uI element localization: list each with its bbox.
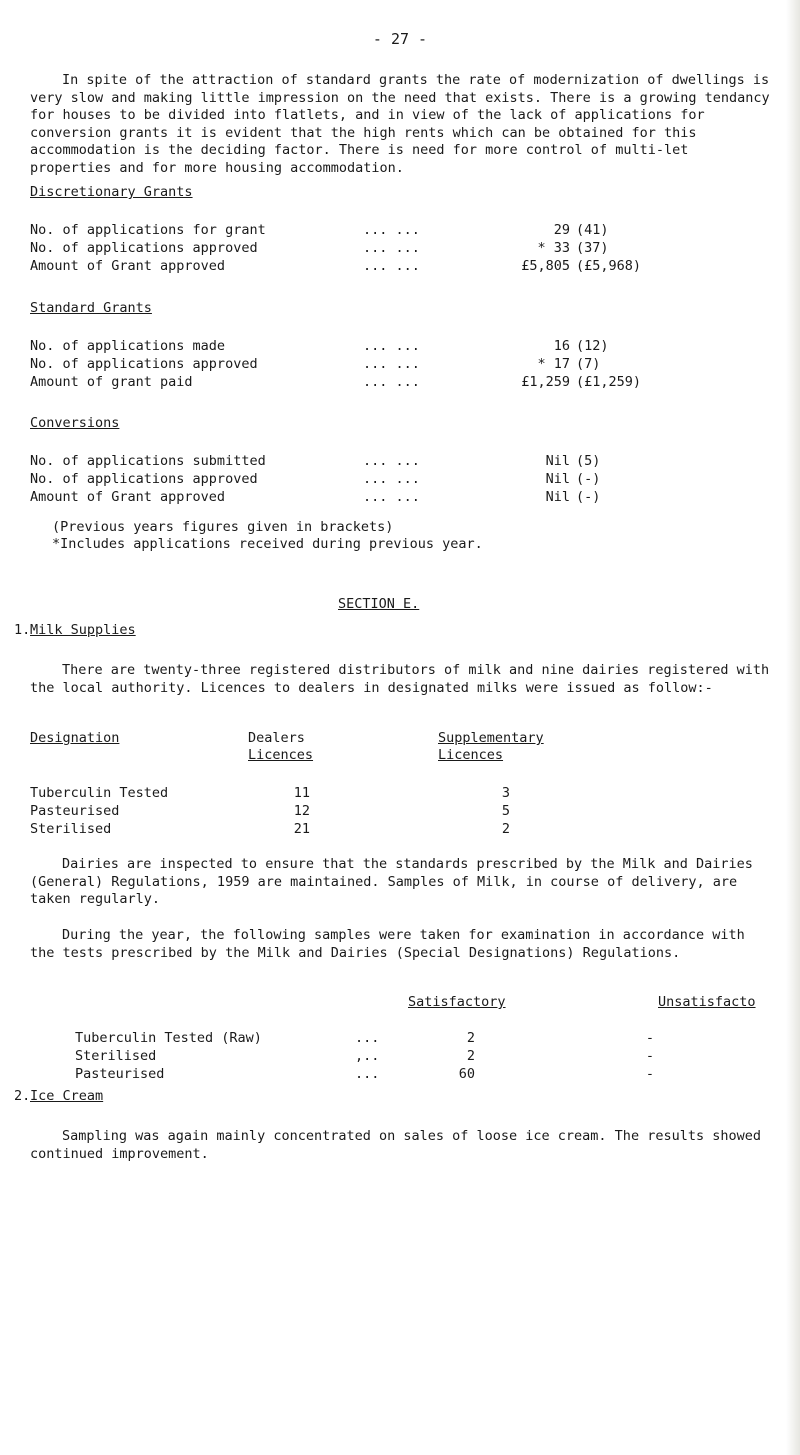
- table-row: [0, 785, 800, 803]
- conversions-row: [30, 489, 750, 507]
- col-unsatisfactory: Unsatisfacto: [658, 994, 756, 1010]
- samples-text: During the year, the following samples were taken for examination in accordance with the tests prescribed by the Milk and Dairies (Special Designations) Regulations.: [30, 927, 745, 961]
- inspection-text: Dairies are inspected to ensure that the standards prescribed by the Milk and Dairies (General) Regulations, 1959 are maintained. Samples of Milk, in course of delivery, are taken regularly.: [30, 856, 753, 908]
- row-previous: (37): [576, 240, 609, 256]
- row-leader: ... ...: [363, 489, 420, 505]
- unsatisfactory-cell: -: [645, 1066, 655, 1082]
- intro-text: In spite of the attraction of standard grants the rate of modernization of dwellings is very slow and making little impression on the need that exists. There is a growing tendancy for houses to be divided into flatlets, and in view of the lack of applications for conversion grants it is evident that the high rents which can be obtained for this accommodation is the deciding factor. There is need for more control of multi-let properties and for more housing accommodation.: [30, 72, 770, 176]
- designation-cell: Sterilised: [30, 821, 112, 837]
- row-previous: (5): [576, 453, 601, 469]
- sample-label: Sterilised: [75, 1048, 157, 1064]
- sample-row: [0, 1048, 800, 1066]
- conversions-heading: Conversions: [30, 415, 120, 431]
- intro-paragraph: [30, 72, 770, 178]
- satisfactory-cell: 60: [458, 1066, 475, 1082]
- row-label: No. of applications for grant: [30, 222, 266, 238]
- row-previous: (-): [576, 489, 601, 505]
- table-row: [0, 803, 800, 821]
- discretionary-row: [30, 222, 750, 240]
- row-label: No. of applications approved: [30, 240, 258, 256]
- row-label: No. of applications approved: [30, 471, 258, 487]
- row-leader: ... ...: [363, 356, 420, 372]
- samples-paragraph: [30, 927, 770, 962]
- row-value: * 33: [537, 240, 570, 256]
- row-leader: ... ...: [363, 240, 420, 256]
- row-value: Nil: [545, 489, 570, 505]
- sample-leader: ,..: [355, 1048, 380, 1064]
- row-label: Amount of Grant approved: [30, 258, 226, 274]
- sample-label: Tuberculin Tested (Raw): [75, 1030, 262, 1046]
- satisfactory-cell: 2: [466, 1030, 475, 1046]
- col-satisfactory: Satisfactory: [408, 994, 506, 1010]
- section-title: SECTION E.: [338, 596, 420, 612]
- conversions-row: [30, 471, 750, 489]
- row-previous: (-): [576, 471, 601, 487]
- milk-paragraph: [30, 662, 770, 697]
- standard-row: [30, 374, 750, 392]
- supplementary-cell: 2: [501, 821, 510, 837]
- row-label: No. of applications submitted: [30, 453, 266, 469]
- page-number: - 27 -: [372, 30, 428, 48]
- inspection-paragraph: [30, 856, 770, 909]
- ice-cream-text: Sampling was again mainly concentrated on sales of loose ice cream. The results showed continued improvement.: [30, 1128, 761, 1162]
- milk-heading: Milk Supplies: [30, 622, 136, 638]
- row-previous: (£5,968): [576, 258, 642, 274]
- brackets-note: (Previous years figures given in brackets): [52, 519, 394, 535]
- col-designation: Designation: [30, 730, 120, 746]
- satisfactory-cell: 2: [466, 1048, 475, 1064]
- ice-cream-heading: Ice Cream: [30, 1088, 104, 1104]
- milk-text: There are twenty-three registered distributors of milk and nine dairies registered with the local authority. Licences to dealers in designated milks were issued as follow:-: [30, 662, 770, 696]
- sample-label: Pasteurised: [75, 1066, 165, 1082]
- supplementary-cell: 3: [501, 785, 510, 801]
- discretionary-heading: Discretionary Grants: [30, 184, 193, 200]
- row-value: £5,805: [521, 258, 570, 274]
- row-value: Nil: [545, 453, 570, 469]
- col-dealers-licences: Licences: [248, 747, 314, 763]
- row-label: No. of applications approved: [30, 356, 258, 372]
- row-leader: ... ...: [363, 338, 420, 354]
- unsatisfactory-cell: -: [645, 1048, 655, 1064]
- sample-leader: ...: [355, 1030, 380, 1046]
- dealers-cell: 21: [293, 821, 310, 837]
- row-leader: ... ...: [363, 471, 420, 487]
- asterisk-note: *Includes applications received during previous year.: [52, 536, 483, 552]
- row-previous: (12): [576, 338, 609, 354]
- row-leader: ... ...: [363, 222, 420, 238]
- designation-cell: Pasteurised: [30, 803, 120, 819]
- dealers-cell: 12: [293, 803, 310, 819]
- standard-heading: Standard Grants: [30, 300, 152, 316]
- dealers-cell: 11: [293, 785, 310, 801]
- ice-cream-paragraph: [30, 1128, 770, 1163]
- table-row: [0, 821, 800, 839]
- row-value: 16: [553, 338, 570, 354]
- sample-leader: ...: [355, 1066, 380, 1082]
- row-value: 29: [553, 222, 570, 238]
- row-leader: ... ...: [363, 374, 420, 390]
- row-previous: (7): [576, 356, 601, 372]
- discretionary-row: [30, 240, 750, 258]
- unsatisfactory-cell: -: [645, 1030, 655, 1046]
- row-label: Amount of grant paid: [30, 374, 193, 390]
- item-number: 1.: [14, 622, 31, 638]
- scan-edge-shadow: [786, 0, 800, 1455]
- row-previous: (41): [576, 222, 609, 238]
- col-dealers: Dealers: [248, 730, 305, 746]
- row-leader: ... ...: [363, 258, 420, 274]
- row-value: Nil: [545, 471, 570, 487]
- row-value: * 17: [537, 356, 570, 372]
- row-leader: ... ...: [363, 453, 420, 469]
- standard-row: [30, 338, 750, 356]
- row-previous: (£1,259): [576, 374, 642, 390]
- row-label: Amount of Grant approved: [30, 489, 226, 505]
- discretionary-row: [30, 258, 750, 276]
- designation-cell: Tuberculin Tested: [30, 785, 169, 801]
- sample-row: [0, 1030, 800, 1048]
- row-label: No. of applications made: [30, 338, 226, 354]
- supplementary-cell: 5: [501, 803, 510, 819]
- item-number: 2.: [14, 1088, 31, 1104]
- col-supplementary: Supplementary: [438, 730, 544, 746]
- sample-row: [0, 1066, 800, 1084]
- col-supplementary-licences: Licences: [438, 747, 504, 763]
- conversions-row: [30, 453, 750, 471]
- row-value: £1,259: [521, 374, 570, 390]
- standard-row: [30, 356, 750, 374]
